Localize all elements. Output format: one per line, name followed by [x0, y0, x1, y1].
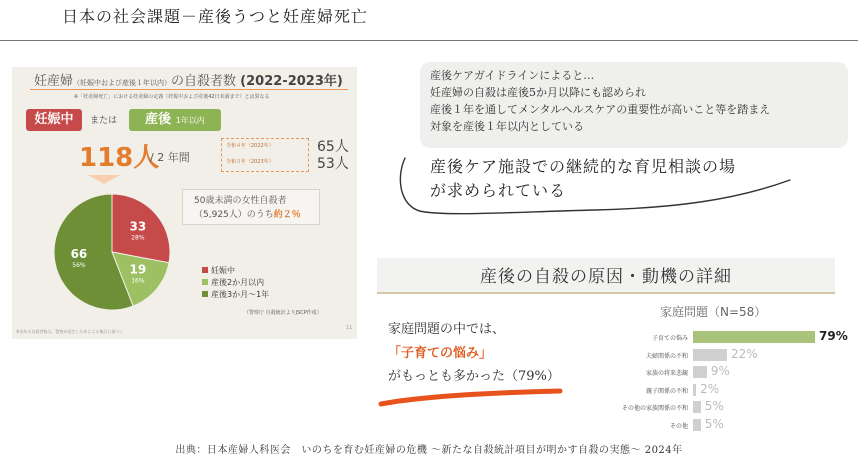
guideline-text-3: 産後１年を通してメンタルヘルスケアの重要性が高いこと等を踏まえ	[430, 103, 771, 116]
bar-category-label: その他の家族関係の不和	[621, 405, 688, 412]
guideline-text-4: 対象を産後１年以内としている	[430, 120, 584, 133]
bar-value-label: 79%	[819, 329, 848, 343]
detail-rule	[377, 292, 835, 294]
legend-item	[202, 277, 264, 288]
bar-category-label: 夫婦関係の不和	[645, 352, 688, 360]
statistics-slide	[12, 67, 357, 339]
detail-caption-1: 家庭問題の中では、	[388, 322, 506, 337]
legend-swatch	[202, 291, 208, 297]
legend-item	[202, 289, 269, 300]
total-count-unit: / 2 年間	[150, 151, 190, 164]
source-footer: 出典：日本産婦人科医会 いのちを育む妊産婦の危機 ～新たな自殺統計項目が明かす自殺の実態～ 2024年	[175, 445, 683, 456]
bar-category-label: その他	[669, 422, 688, 430]
slide-title-rule	[30, 89, 348, 90]
under50-text-2	[194, 207, 301, 220]
guideline-text-1: 産後ケアガイドラインによると…	[430, 69, 595, 82]
bar-category-label: 子育ての悩み	[651, 335, 688, 342]
pie-value-label: 33	[129, 219, 147, 234]
legend-swatch	[202, 279, 208, 285]
bar-value-label: 9%	[710, 364, 730, 378]
slide-title-rest: の自殺者数	[171, 74, 237, 89]
pie-chart	[52, 192, 172, 312]
slide-title	[34, 70, 343, 89]
page-title: 日本の社会課題－産後うつと妊産婦死亡	[62, 7, 369, 26]
year-2023-value: 53人	[317, 156, 349, 172]
bar-value-label: 22%	[730, 346, 758, 361]
under50-text-2a: （5,925人）のうち	[194, 210, 274, 220]
detail-caption-highlight: 「子育ての悩み」	[388, 346, 493, 361]
postpartum-chip-small: 1年以内	[175, 116, 205, 125]
title-divider	[0, 40, 858, 41]
pie-percent-label: 56%	[72, 262, 86, 270]
guideline-text-2: 妊産婦の自殺は産後5か月以降にも認められ	[430, 86, 646, 99]
postpartum-chip-label: 産後	[145, 112, 172, 127]
bar	[693, 349, 727, 361]
pie-percent-label: 28%	[131, 234, 145, 242]
under50-text-1: 50歳未満の女性自殺者	[194, 196, 287, 206]
slide-title-years: (2022-2023年)	[240, 74, 343, 89]
pie-value-label: 19	[129, 262, 147, 277]
legend-item	[202, 265, 235, 276]
brush-underline	[378, 385, 568, 409]
year-2023-label: 令和５年（2023年）	[226, 159, 274, 165]
year-2022-label: 令和４年（2022年）	[226, 143, 274, 149]
detail-caption-3: がもっとも多かった（79%）	[388, 369, 560, 384]
bar-category-label: 家族の将来悲観	[645, 370, 688, 377]
year-2022-value: 65人	[317, 139, 349, 155]
bar	[693, 366, 707, 378]
bar-value-label: 5%	[704, 416, 724, 431]
handwritten-note-2: が求められている	[430, 181, 567, 200]
pie-percent-label: 16%	[131, 277, 145, 285]
legend-label: 産後3か月～1年	[211, 290, 270, 299]
detail-title: 産後の自殺の原因・動機の詳細	[480, 267, 732, 287]
bar-chart-title: 家庭問題（N=58）	[660, 305, 767, 319]
slide-note: ※「妊産婦死亡」における妊産婦の定義（妊娠中および産後42日未満まで）とは異なる	[74, 94, 270, 100]
bar	[693, 384, 696, 396]
bar-value-label: 2%	[700, 381, 720, 396]
slide-footnote: ※各年の自殺者数は、警察が発生した年による集計に基づく	[16, 329, 124, 334]
bar	[693, 419, 701, 431]
legend-label: 産後2か月以内	[211, 278, 265, 287]
legend-swatch	[202, 267, 208, 273]
or-label: または	[90, 116, 118, 126]
under50-percent: 約２％	[273, 210, 301, 220]
bar	[693, 331, 815, 343]
postpartum-chip	[129, 109, 221, 131]
bar-value-label: 5%	[704, 399, 724, 413]
pregnant-chip: 妊娠中	[26, 109, 82, 131]
bar-category-label: 親子関係の不和	[645, 387, 688, 395]
detail-caption-2	[388, 342, 492, 361]
total-count: 118人	[79, 143, 160, 173]
down-arrow-icon	[88, 175, 120, 184]
slide-page-number: 11	[346, 325, 353, 331]
slide-title-main: 妊産婦	[34, 74, 74, 89]
bar	[693, 401, 701, 413]
pie-value-label: 66	[70, 247, 88, 262]
legend-label: 妊娠中	[211, 266, 235, 275]
handwritten-note-1: 産後ケア施設での継続的な育児相談の場	[430, 157, 737, 176]
slide-title-paren: （妊娠中および産後１年以内）	[73, 79, 172, 87]
slide-source: （警察庁 自殺統計よりJSCP作成）	[244, 310, 322, 316]
